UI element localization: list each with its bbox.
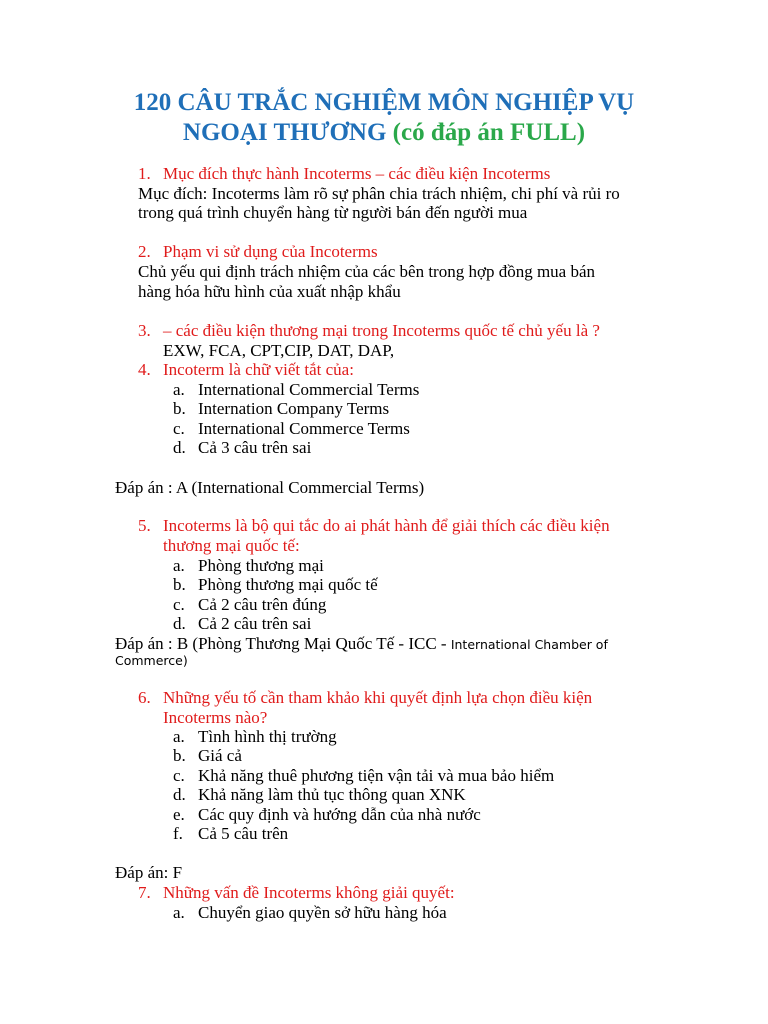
question-number: 3.	[138, 321, 151, 340]
question-text: Những vấn đề Incoterms không giải quyết:	[163, 883, 455, 902]
q2-body-line1: Chủ yếu qui định trách nhiệm của các bên trong hợp đồng mua bán	[138, 262, 596, 281]
question-number: 7.	[138, 883, 151, 902]
option-text: Cả 5 câu trên	[198, 824, 289, 843]
question-5	[138, 516, 758, 556]
answer-q6: Đáp án: F	[115, 863, 183, 882]
option-letter: d.	[173, 438, 186, 457]
question-number: 4.	[138, 360, 151, 379]
question-3	[138, 321, 758, 341]
option-letter: d.	[173, 614, 186, 633]
option-letter: c.	[173, 766, 185, 785]
option-text: Internation Company Terms	[198, 399, 390, 418]
document-title-line2	[0, 118, 768, 148]
answer-q5	[115, 634, 608, 655]
option-letter: b.	[173, 399, 186, 418]
question-number: 5.	[138, 516, 151, 535]
title-suffix: (có đáp án FULL)	[392, 119, 586, 146]
option-letter: a.	[173, 380, 185, 399]
question-text-line1: Những yếu tố cần tham khảo khi quyết định lựa chọn điều kiện	[163, 688, 593, 707]
q1-body-line2: trong quá trình chuyển hàng từ người bán đến người mua	[138, 203, 528, 222]
option-letter: b.	[173, 746, 186, 765]
option-letter: a.	[173, 727, 185, 746]
option-text: Các quy định và hướng dẫn của nhà nước	[198, 805, 481, 824]
q3-body-line1: EXW, FCA, CPT,CIP, DAT, DAP,	[163, 341, 395, 360]
option-text: Tình hình thị trường	[198, 727, 337, 746]
answer-main: Đáp án : B (Phòng Thương Mại Quốc Tế - ICC -	[115, 634, 451, 653]
question-4	[138, 360, 738, 380]
option-text: Cả 2 câu trên sai	[198, 614, 312, 633]
question-text: – các điều kiện thương mại trong Incoterms quốc tế chủ yếu là ?	[163, 321, 600, 340]
question-text: Incoterm là chữ viết tắt của:	[163, 360, 354, 379]
option-text: Cả 3 câu trên sai	[198, 438, 312, 457]
question-number: 1.	[138, 164, 151, 183]
option-text: Khả năng làm thủ tục thông quan XNK	[198, 785, 466, 804]
question-text-line1: Incoterms là bộ qui tắc do ai phát hành để giải thích các điều kiện	[163, 516, 610, 535]
option-letter: f.	[173, 824, 183, 843]
answer-q5-continued: Commerce)	[115, 653, 188, 668]
question-text: Phạm vi sử dụng của Incoterms	[163, 242, 378, 261]
title-main: NGOẠI THƯƠNG	[182, 119, 387, 146]
option-letter: d.	[173, 785, 186, 804]
answer-small: International Chamber of	[450, 637, 608, 652]
option-text: Khả năng thuê phương tiện vận tải và mua bảo hiểm	[198, 766, 555, 785]
option-text: Giá cả	[198, 746, 242, 765]
option-letter: c.	[173, 419, 185, 438]
option-text: Cả 2 câu trên đúng	[198, 595, 327, 614]
question-number: 6.	[138, 688, 151, 707]
answer-q4: Đáp án : A (International Commercial Terms)	[115, 478, 425, 497]
option-text: Phòng thương mại quốc tế	[198, 575, 378, 594]
question-1	[138, 164, 738, 184]
question-2	[138, 242, 738, 262]
question-text: Mục đích thực hành Incoterms – các điều kiện Incoterms	[163, 164, 551, 183]
q2-body-line2: hàng hóa hữu hình của xuất nhập khẩu	[138, 282, 401, 301]
option-letter: a.	[173, 903, 185, 922]
question-6	[138, 688, 758, 728]
option-letter: a.	[173, 556, 185, 575]
option-text: Chuyển giao quyền sở hữu hàng hóa	[198, 903, 447, 922]
question-7	[138, 883, 738, 903]
question-number: 2.	[138, 242, 151, 261]
question-text-line2: thương mại quốc tế:	[163, 535, 300, 555]
option-text: Phòng thương mại	[198, 556, 324, 575]
option-letter: c.	[173, 595, 185, 614]
option-letter: e.	[173, 805, 185, 824]
option-text: International Commercial Terms	[198, 380, 420, 399]
option-text: International Commerce Terms	[198, 419, 410, 438]
option-letter: b.	[173, 575, 186, 594]
question-text-line2: Incoterms nào?	[163, 707, 268, 727]
q1-body-line1: Mục đích: Incoterms làm rõ sự phân chia trách nhiệm, chi phí và rủi ro	[138, 184, 620, 203]
document-title-line1: 120 CÂU TRẮC NGHIỆM MÔN NGHIỆP VỤ	[133, 89, 635, 116]
